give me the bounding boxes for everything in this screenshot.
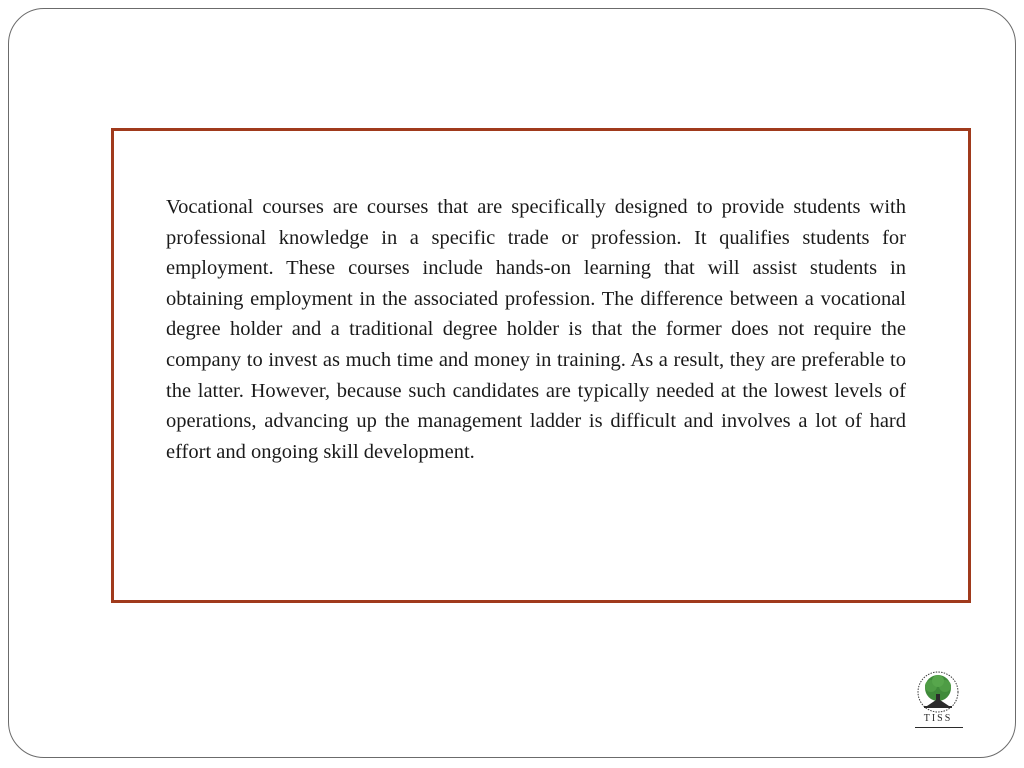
tiss-logo [907, 670, 969, 730]
logo-underline [915, 727, 963, 728]
body-paragraph: Vocational courses are courses that are specifically designed to provide students with professional knowledge in a specific trade or profession. It qualifies students for employment. These courses include hands-on learning that will assist students in obtaining employment in the associated profession. The difference between a vocational degree holder and a traditional degree holder is that the former does not require the company to invest as much time and money in training. As a result, they are preferable to the latter. However, because such candidates are typically needed at the lowest levels of operations, advancing up the management ladder is difficult and involves a lot of hard effort and ongoing skill development. [166, 196, 906, 463]
slide-frame [8, 8, 1016, 758]
tiss-tree-emblem-icon [907, 670, 969, 716]
logo-label: TISS [923, 713, 953, 724]
content-box [111, 128, 971, 603]
